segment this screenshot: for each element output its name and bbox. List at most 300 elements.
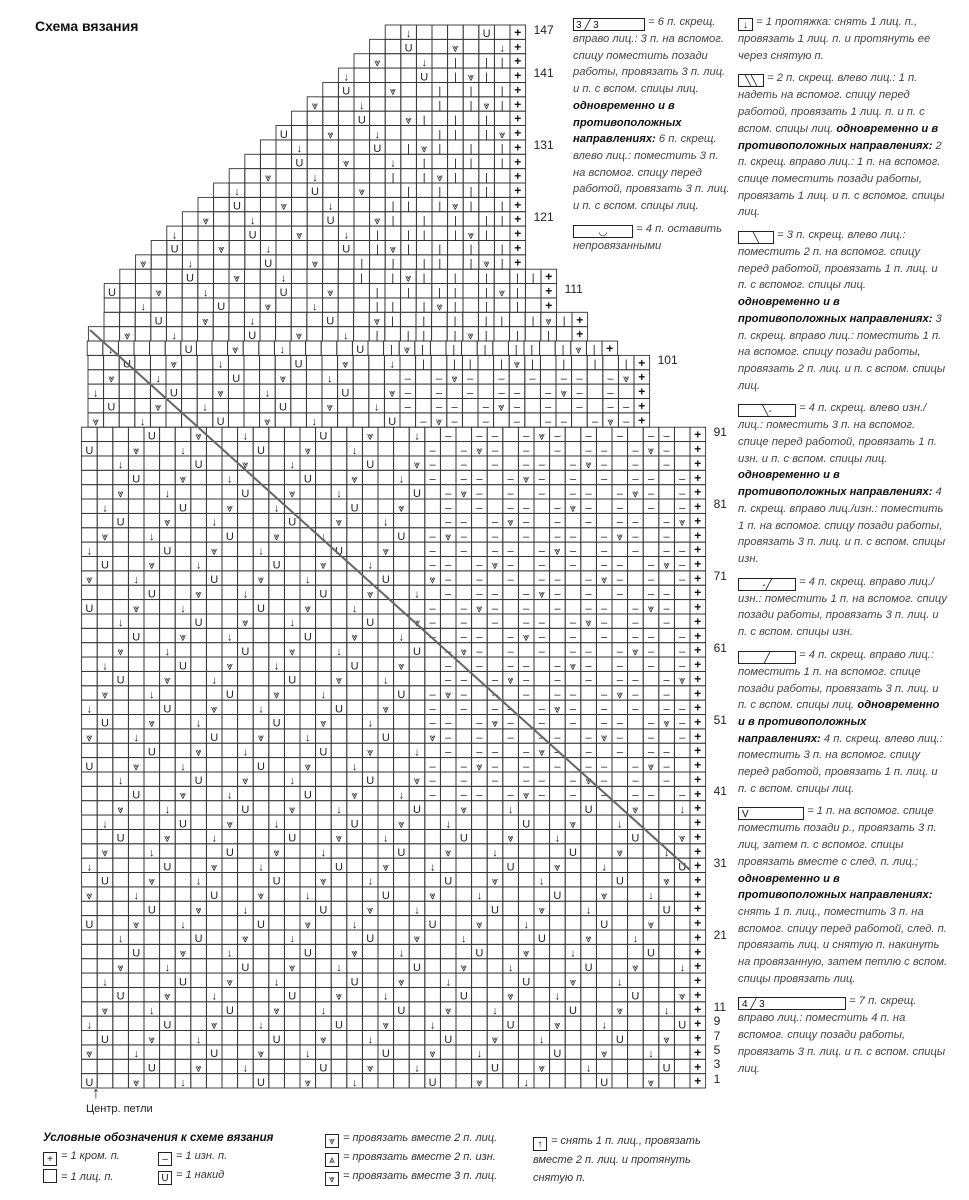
svg-text:|: | [407, 229, 411, 242]
svg-text:U: U [459, 990, 468, 1003]
svg-text:↓: ↓ [139, 416, 146, 429]
svg-text:–: – [429, 760, 436, 773]
svg-text:↓: ↓ [289, 775, 295, 788]
svg-text:U: U [413, 487, 421, 500]
svg-text:+: + [514, 226, 522, 241]
svg-text:U: U [381, 1048, 390, 1061]
svg-text:|: | [500, 100, 504, 113]
svg-text:+: + [514, 25, 522, 40]
svg-text:⩔: ⩔ [679, 990, 686, 1003]
svg-text:–: – [663, 703, 670, 716]
svg-text:|: | [624, 358, 628, 371]
svg-text:–: – [647, 732, 655, 745]
svg-text:+: + [694, 442, 702, 457]
svg-text:⩔: ⩔ [164, 832, 171, 845]
svg-text:|: | [453, 358, 457, 371]
svg-text:–: – [647, 717, 655, 730]
svg-text:⩔: ⩔ [327, 286, 334, 299]
svg-text:⩔: ⩔ [476, 602, 483, 615]
svg-text:–: – [679, 545, 686, 558]
svg-text:+: + [694, 786, 702, 801]
svg-text:|: | [406, 329, 410, 342]
svg-text:–: – [554, 574, 561, 587]
svg-text:U: U [264, 258, 273, 271]
svg-text:↓: ↓ [320, 688, 327, 701]
cable-6-icon: 3 ╱ 3 [573, 18, 645, 31]
svg-text:–: – [647, 559, 655, 572]
svg-text:|: | [485, 114, 489, 127]
svg-text:↓: ↓ [140, 301, 146, 314]
legend-entry-3st-cable: ╲ = 3 п. скрещ. влево лиц.: поместить 2 п. на вспомог. спицу перед работой, провязать 1 п. лиц. и п. с вспомог. спицы лиц. одновременно и в противоположных направлениях: 3 п. скрещ. вправо лиц.: поместить 1 п. на вспомог. спицу позади работы, провязать 2 п. лиц. и п. с вспом. спицы лиц. [738, 229, 946, 392]
svg-text:–: – [476, 631, 483, 644]
svg-text:–: – [460, 760, 467, 773]
legend-p2tog: ⩓ = провязать вместе 2 п. изн. [325, 1151, 496, 1167]
svg-text:+: + [694, 513, 702, 528]
svg-text:⩔: ⩔ [351, 631, 358, 644]
svg-text:–: – [491, 775, 499, 788]
svg-text:–: – [460, 688, 467, 701]
svg-text:⩔: ⩔ [320, 559, 327, 572]
svg-text:↓: ↓ [585, 904, 592, 917]
svg-text:U: U [163, 545, 172, 558]
svg-text:|: | [407, 143, 411, 156]
svg-text:–: – [569, 530, 577, 543]
svg-text:⩔: ⩔ [491, 717, 499, 730]
svg-text:–: – [429, 717, 436, 730]
svg-text:⩔: ⩔ [117, 487, 124, 500]
down-arrow-icon: ↓ [738, 18, 753, 31]
svg-text:–: – [429, 473, 436, 486]
svg-text:–: – [507, 502, 514, 515]
svg-text:+: + [606, 341, 614, 356]
svg-text:⩔: ⩔ [273, 530, 280, 543]
svg-text:–: – [632, 775, 639, 788]
svg-text:⩔: ⩔ [148, 875, 155, 888]
svg-text:U: U [420, 71, 429, 84]
svg-text:↓: ↓ [383, 832, 389, 845]
svg-text:|: | [516, 272, 520, 285]
svg-text:⩔: ⩔ [569, 818, 577, 831]
svg-text:–: – [445, 746, 452, 759]
svg-text:↓: ↓ [227, 789, 233, 802]
svg-text:⩔: ⩔ [429, 574, 436, 587]
svg-text:U: U [272, 717, 281, 730]
legend-entry-4st-cable-right: ╱ = 4 п. скрещ. вправо лиц.: поместить 1 п. на вспомог. спице позади работы, провязать 3 п. лиц. и п. с вспом. спицы лиц. одновременно и в противоположных направлениях: 4 п. скрещ. влево лиц.: поместить 3 п. на вспомог. спицу перед работой, провязать 1 п. лиц. и п. с вспом. спицы лиц. [738, 648, 943, 795]
svg-text:⩔: ⩔ [351, 473, 358, 486]
svg-text:⩔: ⩔ [195, 904, 202, 917]
svg-text:⩔: ⩔ [403, 344, 411, 357]
svg-text:⩔: ⩔ [273, 847, 280, 860]
svg-text:–: – [476, 732, 483, 745]
svg-text:⩔: ⩔ [242, 459, 249, 472]
svg-text:U: U [154, 315, 163, 328]
svg-text:⩔: ⩔ [398, 976, 405, 989]
svg-text:–: – [429, 631, 436, 644]
svg-text:⩔: ⩔ [632, 803, 639, 816]
svg-text:+: + [694, 959, 702, 974]
svg-text:|: | [469, 143, 473, 156]
svg-text:⩔: ⩔ [538, 588, 545, 601]
svg-text:–: – [538, 789, 545, 802]
svg-text:⩔: ⩔ [257, 574, 265, 587]
svg-text:U: U [233, 200, 241, 213]
svg-text:↓: ↓ [373, 401, 380, 414]
svg-text:–: – [538, 617, 545, 630]
svg-text:|: | [422, 171, 426, 184]
svg-text:|: | [438, 258, 442, 271]
svg-text:⩔: ⩔ [476, 1076, 483, 1089]
svg-text:⩔: ⩔ [86, 732, 93, 745]
svg-text:⩔: ⩔ [513, 358, 521, 371]
svg-text:–: – [460, 602, 467, 615]
svg-text:–: – [632, 789, 639, 802]
svg-text:–: – [435, 387, 443, 400]
svg-text:–: – [507, 574, 514, 587]
svg-text:↓: ↓ [273, 818, 280, 831]
legend-purl-stitch: – = 1 изн. п. [158, 1150, 227, 1166]
svg-text:–: – [429, 444, 436, 457]
svg-text:↓: ↓ [149, 1005, 155, 1018]
svg-text:U: U [217, 301, 226, 314]
row-number: 7 [713, 1028, 721, 1043]
svg-text:U: U [413, 803, 421, 816]
svg-text:↓: ↓ [187, 258, 193, 271]
svg-text:↓: ↓ [320, 847, 327, 860]
svg-text:|: | [500, 56, 504, 69]
svg-text:↓: ↓ [211, 990, 217, 1003]
svg-text:⩔: ⩔ [499, 128, 506, 141]
svg-text:|: | [485, 56, 489, 69]
svg-text:U: U [295, 157, 304, 170]
svg-text:–: – [591, 416, 599, 429]
svg-text:⩔: ⩔ [445, 688, 452, 701]
svg-text:|: | [531, 272, 535, 285]
svg-text:↓: ↓ [133, 574, 139, 587]
svg-text:⩔: ⩔ [264, 301, 272, 314]
svg-text:|: | [422, 258, 426, 271]
svg-text:⩔: ⩔ [647, 918, 655, 931]
svg-text:U: U [319, 904, 328, 917]
svg-text:+: + [545, 284, 553, 299]
svg-text:↓: ↓ [117, 775, 124, 788]
svg-text:–: – [507, 473, 514, 486]
svg-text:U: U [257, 760, 265, 773]
svg-text:–: – [429, 688, 436, 701]
svg-text:–: – [429, 545, 436, 558]
svg-text:–: – [429, 703, 436, 716]
svg-text:U: U [662, 1062, 671, 1075]
svg-text:U: U [319, 430, 328, 443]
svg-text:–: – [647, 631, 655, 644]
svg-text:–: – [585, 444, 592, 457]
svg-text:–: – [491, 602, 499, 615]
svg-text:U: U [116, 516, 125, 529]
svg-text:↓: ↓ [180, 602, 186, 615]
svg-text:–: – [585, 574, 592, 587]
u-icon: U [158, 1171, 172, 1185]
svg-text:U: U [600, 918, 609, 931]
svg-text:⩔: ⩔ [133, 918, 140, 931]
svg-text:+: + [514, 54, 522, 69]
svg-text:|: | [407, 200, 411, 213]
svg-text:|: | [360, 272, 364, 285]
svg-text:–: – [616, 559, 623, 572]
svg-text:–: – [445, 487, 452, 500]
svg-text:⩔: ⩔ [233, 272, 240, 285]
svg-text:–: – [647, 660, 655, 673]
svg-text:–: – [647, 588, 655, 601]
svg-text:–: – [569, 545, 577, 558]
svg-text:⩔: ⩔ [101, 688, 109, 701]
svg-text:–: – [491, 674, 499, 687]
svg-text:U: U [303, 631, 312, 644]
svg-text:–: – [679, 789, 686, 802]
svg-text:U: U [678, 1019, 687, 1032]
svg-text:–: – [554, 746, 561, 759]
svg-text:|: | [516, 301, 520, 314]
svg-text:↓: ↓ [195, 1033, 202, 1046]
svg-text:–: – [507, 717, 514, 730]
svg-text:–: – [445, 502, 452, 515]
svg-text:|: | [375, 286, 379, 299]
svg-text:⩔: ⩔ [398, 818, 405, 831]
legend-entry-7st-cable: 4 ╱ 3 = 7 п. скрещ. вправо лиц.: поместить 4 п. на вспомог. спицу позади работы, провязать 3 п. лиц. и п. с вспом. спицы лиц. [738, 995, 946, 1075]
svg-text:U: U [381, 574, 390, 587]
svg-text:↓: ↓ [305, 1048, 311, 1061]
svg-text:–: – [607, 401, 614, 414]
right-legend [738, 14, 948, 1083]
svg-text:+: + [694, 499, 702, 514]
svg-text:–: – [632, 617, 639, 630]
svg-text:U: U [444, 875, 453, 888]
svg-text:+: + [694, 700, 702, 715]
svg-text:↓: ↓ [289, 459, 295, 472]
svg-text:|: | [469, 85, 473, 98]
svg-text:+: + [694, 873, 702, 888]
svg-text:–: – [601, 775, 608, 788]
svg-text:⩔: ⩔ [476, 918, 483, 931]
svg-text:–: – [663, 430, 670, 443]
svg-text:–: – [523, 746, 530, 759]
svg-text:–: – [554, 660, 561, 673]
svg-text:|: | [422, 315, 426, 328]
svg-text:|: | [531, 315, 535, 328]
svg-text:⩔: ⩔ [351, 947, 358, 960]
cable-4-right-purl-icon: -╱ [738, 578, 796, 591]
svg-text:⩔: ⩔ [632, 961, 639, 974]
svg-text:U: U [210, 732, 219, 745]
svg-text:+: + [694, 600, 702, 615]
svg-text:–: – [460, 775, 467, 788]
svg-text:↓: ↓ [351, 444, 358, 457]
svg-text:⩔: ⩔ [280, 200, 287, 213]
svg-text:+: + [694, 571, 702, 586]
svg-text:U: U [335, 703, 343, 716]
svg-text:|: | [531, 358, 535, 371]
svg-text:–: – [529, 372, 536, 385]
svg-text:↓: ↓ [320, 530, 327, 543]
svg-text:⩔: ⩔ [335, 990, 343, 1003]
row-number: 131 [533, 137, 554, 152]
svg-text:U: U [116, 832, 125, 845]
svg-text:–: – [429, 789, 436, 802]
svg-text:–: – [460, 631, 467, 644]
svg-text:⩔: ⩔ [133, 444, 140, 457]
svg-text:U: U [225, 530, 234, 543]
svg-text:U: U [170, 243, 179, 256]
svg-text:–: – [491, 746, 499, 759]
svg-text:⩔: ⩔ [554, 1019, 561, 1032]
svg-text:+: + [694, 916, 702, 931]
svg-text:U: U [678, 861, 687, 874]
svg-text:–: – [679, 631, 686, 644]
svg-text:–: – [545, 416, 552, 429]
svg-text:–: – [482, 416, 489, 429]
svg-text:⩔: ⩔ [367, 1062, 374, 1075]
svg-text:U: U [272, 559, 281, 572]
svg-text:⩔: ⩔ [86, 574, 93, 587]
svg-text:⩔: ⩔ [623, 372, 630, 385]
svg-text:–: – [647, 430, 655, 443]
svg-text:+: + [694, 973, 702, 988]
svg-text:–: – [460, 459, 467, 472]
svg-text:↓: ↓ [367, 1033, 373, 1046]
svg-text:⩔: ⩔ [101, 847, 109, 860]
svg-text:⩔: ⩔ [257, 890, 265, 903]
svg-text:↓: ↓ [539, 1033, 545, 1046]
svg-text:↓: ↓ [320, 1005, 327, 1018]
svg-text:⩔: ⩔ [101, 1005, 109, 1018]
svg-text:⩔: ⩔ [607, 416, 614, 429]
svg-text:⩔: ⩔ [429, 1048, 436, 1061]
row-number: 61 [713, 640, 727, 655]
svg-text:↓: ↓ [359, 100, 365, 113]
svg-text:⩔: ⩔ [367, 746, 374, 759]
svg-text:↓: ↓ [632, 933, 639, 946]
svg-text:–: – [679, 703, 686, 716]
legend-entry-4st-cable-right-purl: -╱ = 4 п. скрещ. вправо лиц./изн.: поместить 1 п. на вспомог. спицу позади работы, провязать 3 п. лиц. и п. с вспом. спицы изн. [738, 575, 947, 639]
svg-text:+: + [514, 140, 522, 155]
svg-text:↓: ↓ [211, 674, 217, 687]
svg-text:↓: ↓ [585, 1062, 592, 1075]
svg-text:U: U [288, 516, 297, 529]
svg-text:↓: ↓ [86, 545, 93, 558]
svg-text:–: – [663, 602, 670, 615]
svg-text:↓: ↓ [398, 631, 405, 644]
svg-text:|: | [453, 171, 457, 184]
svg-text:U: U [169, 387, 178, 400]
svg-text:|: | [469, 100, 473, 113]
svg-text:↓: ↓ [398, 947, 405, 960]
svg-text:+: + [638, 384, 646, 399]
svg-text:U: U [123, 358, 131, 371]
svg-text:U: U [615, 875, 624, 888]
svg-text:⩔: ⩔ [451, 372, 458, 385]
svg-text:U: U [101, 559, 109, 572]
svg-text:U: U [101, 1033, 109, 1046]
svg-text:U: U [537, 933, 546, 946]
svg-text:U: U [272, 875, 281, 888]
svg-text:|: | [547, 329, 551, 342]
svg-text:–: – [585, 602, 592, 615]
svg-text:–: – [647, 574, 655, 587]
legend-entry-2st-cable: ╲╲ = 2 п. скрещ. влево лиц.: 1 п. надеть на вспомог. спицу перед работой, провязать 1 лиц. п. и п. с вспом. спицы лиц. одновременно и в противоположных направлениях: 2 п. скрещ. вправо лиц.: 1 п. на вспомог. спице поместить позади работы, провязать 1 лиц. и п. с вспомог. спицы лиц. [738, 72, 945, 219]
svg-text:↓: ↓ [327, 200, 334, 213]
svg-text:+: + [694, 427, 702, 442]
svg-text:–: – [679, 559, 686, 572]
svg-text:+: + [514, 97, 522, 112]
svg-text:–: – [663, 617, 670, 630]
svg-text:+: + [514, 255, 522, 270]
svg-text:|: | [421, 358, 425, 371]
svg-text:⩔: ⩔ [211, 545, 218, 558]
svg-text:–: – [507, 559, 514, 572]
svg-text:U: U [241, 487, 250, 500]
svg-text:+: + [694, 887, 702, 902]
svg-text:|: | [438, 243, 442, 256]
svg-text:↓: ↓ [258, 1019, 264, 1032]
svg-text:⩔: ⩔ [117, 803, 124, 816]
svg-text:–: – [476, 430, 483, 443]
svg-text:+: + [514, 126, 522, 141]
svg-text:|: | [484, 329, 488, 342]
svg-text:⩔: ⩔ [279, 372, 287, 385]
svg-text:–: – [491, 760, 499, 773]
svg-text:U: U [459, 832, 468, 845]
svg-text:|: | [500, 200, 504, 213]
svg-text:U: U [279, 286, 288, 299]
svg-text:U: U [179, 976, 187, 989]
svg-text:U: U [350, 660, 359, 673]
svg-text:U: U [194, 933, 203, 946]
svg-text:U: U [381, 732, 390, 745]
svg-text:⩔: ⩔ [435, 416, 443, 429]
svg-text:–: – [538, 545, 545, 558]
svg-text:–: – [554, 530, 561, 543]
svg-text:↓: ↓ [202, 401, 208, 414]
svg-text:⩔: ⩔ [148, 1033, 155, 1046]
svg-text:|: | [422, 329, 426, 342]
svg-text:–: – [476, 717, 483, 730]
svg-text:⩔: ⩔ [195, 1062, 202, 1075]
svg-text:↓: ↓ [258, 861, 264, 874]
svg-text:⩔: ⩔ [460, 487, 467, 500]
svg-text:⩔: ⩔ [498, 286, 506, 299]
svg-text:⩔: ⩔ [232, 344, 239, 357]
svg-text:↓: ↓ [414, 588, 420, 601]
svg-text:|: | [391, 315, 395, 328]
svg-text:–: – [569, 631, 577, 644]
svg-text:U: U [522, 976, 531, 989]
svg-text:U: U [194, 617, 203, 630]
svg-text:–: – [632, 674, 639, 687]
row-number: 3 [713, 1057, 721, 1072]
svg-text:↓: ↓ [311, 416, 317, 429]
svg-text:⩔: ⩔ [452, 42, 459, 55]
svg-text:↓: ↓ [117, 933, 124, 946]
svg-text:–: – [476, 588, 483, 601]
svg-text:|: | [453, 128, 457, 141]
svg-text:U: U [241, 803, 250, 816]
svg-text:–: – [491, 545, 499, 558]
svg-text:–: – [623, 416, 630, 429]
svg-text:–: – [507, 487, 514, 500]
svg-text:U: U [373, 143, 382, 156]
svg-text:⩔: ⩔ [389, 387, 396, 400]
svg-text:↓: ↓ [461, 933, 467, 946]
caret-icon: ⩓ [325, 1153, 339, 1167]
svg-text:↓: ↓ [389, 358, 395, 371]
